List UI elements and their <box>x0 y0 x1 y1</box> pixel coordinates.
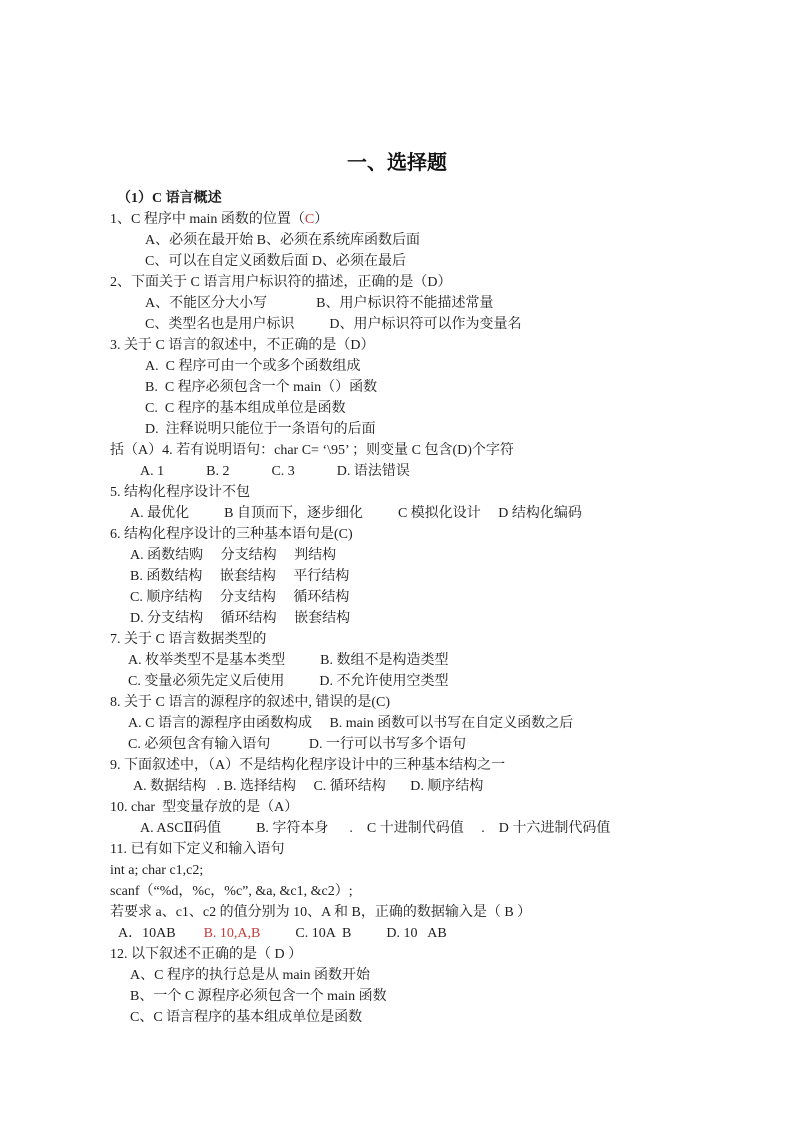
question-6-option-row: C. 顺序结构 分支结构 循环结构 <box>130 590 350 605</box>
question-6-option-row: D. 分支结构 循环结构 嵌套结构 <box>130 611 351 626</box>
question-4-option-row: A. 1 B. 2 C. 3 D. 语法错误 <box>140 464 410 479</box>
question-12-option-row: B、一个 C 源程序必须包含一个 main 函数 <box>130 989 387 1004</box>
answer-highlight: C <box>304 212 315 227</box>
question-10-option-row: A. ASCⅡ码值 B. 字符本身 . C 十进制代码值 . D 十六进制代码值 <box>140 821 611 836</box>
question-8-option-row: C. 必须包含有输入语句 D. 一行可以书写多个语句 <box>128 737 466 752</box>
question-11-option-row <box>110 923 754 944</box>
question-2-option-row: A、不能区分大小写 B、用户标识符不能描述常量 <box>145 296 494 311</box>
question-3-option-row: D. 注释说明只能位于一条语句的后面 <box>145 422 376 437</box>
question-12-option-row: C、C 语言程序的基本组成单位是函数 <box>130 1010 363 1025</box>
question-11-stem: 11. 已有如下定义和输入语句 <box>110 842 285 857</box>
question-11-condition: 若要求 a、c1、c2 的值分别为 10、A 和 B，正确的数据输入是（ B ） <box>110 905 532 920</box>
question-11-option-a: A．10AB <box>118 926 204 941</box>
document-body <box>0 188 794 1028</box>
question-3-stem: 3. 关于 C 语言的叙述中，不正确的是（D） <box>110 338 375 353</box>
question-11-options-cd: C. 10A B D. 10 AB <box>260 926 447 941</box>
question-2-option-row: C、类型名也是用户标识 D、用户标识符可以作为变量名 <box>145 317 522 332</box>
page-title: 一、选择题 <box>347 152 447 174</box>
question-1-stem-text: 1、C 程序中 main 函数的位置（ <box>110 212 305 227</box>
question-1-stem <box>110 209 754 230</box>
question-8-option-row: A. C 语言的源程序由函数构成 B. main 函数可以书写在自定义函数之后 <box>128 716 574 731</box>
question-3-option-row: C. C 程序的基本组成单位是函数 <box>145 401 346 416</box>
question-3-option-row: A. C 程序可由一个或多个函数组成 <box>145 359 361 374</box>
section-heading: （1）C 语言概述 <box>117 191 222 206</box>
question-6-stem: 6. 结构化程序设计的三种基本语句是(C) <box>110 527 353 542</box>
question-9-option-row: A. 数据结构 . B. 选择结构 C. 循环结构 D. 顺序结构 <box>133 779 484 794</box>
question-8-stem: 8. 关于 C 语言的源程序的叙述中, 错误的是(C) <box>110 695 390 710</box>
question-1-option-row: C、可以在自定义函数后面 D、必须在最后 <box>145 254 406 269</box>
question-7-option-row: A. 枚举类型不是基本类型 B. 数组不是构造类型 <box>128 653 449 668</box>
question-1-stem-close: ） <box>314 212 329 227</box>
question-2-stem: 2、下面关于 C 语言用户标识符的描述，正确的是（D） <box>110 275 452 290</box>
question-6-option-row: A. 函数结购 分支结构 判结构 <box>130 548 337 563</box>
question-6-option-row: B. 函数结构 嵌套结构 平行结构 <box>130 569 350 584</box>
question-12-option-row: A、C 程序的执行总是从 main 函数开始 <box>130 968 370 983</box>
question-9-stem: 9. 下面叙述中，（A）不是结构化程序设计中的三种基本结构之一 <box>110 758 506 773</box>
question-12-stem: 12. 以下叙述不正确的是（ D ） <box>110 947 303 962</box>
question-7-option-row: C. 变量必须先定义后使用 D. 不允许使用空类型 <box>128 674 449 689</box>
question-3-option-row: B. C 程序必须包含一个 main（）函数 <box>145 380 378 395</box>
question-4-stem: 括（A）4. 若有说明语句：char C= ‘\95’ ；则变量 C 包含(D)个字符 <box>110 443 514 458</box>
question-7-stem: 7. 关于 C 语言数据类型的 <box>110 632 267 647</box>
answer-highlight: B. 10,A,B <box>203 926 261 941</box>
question-5-stem: 5. 结构化程序设计不包 <box>110 485 250 500</box>
question-5-option-row: A. 最优化 B 自顶而下，逐步细化 C 模拟化设计 D 结构化编码 <box>130 506 582 521</box>
question-10-stem: 10. char 型变量存放的是（A） <box>110 800 299 815</box>
question-11-code-line: int a; char c1,c2; <box>110 863 204 878</box>
question-1-option-row: A、必须在最开始 B、必须在系统库函数后面 <box>145 233 420 248</box>
question-11-code-line: scanf（“%d，%c，%c”, &a, &c1, &c2）; <box>110 884 353 899</box>
